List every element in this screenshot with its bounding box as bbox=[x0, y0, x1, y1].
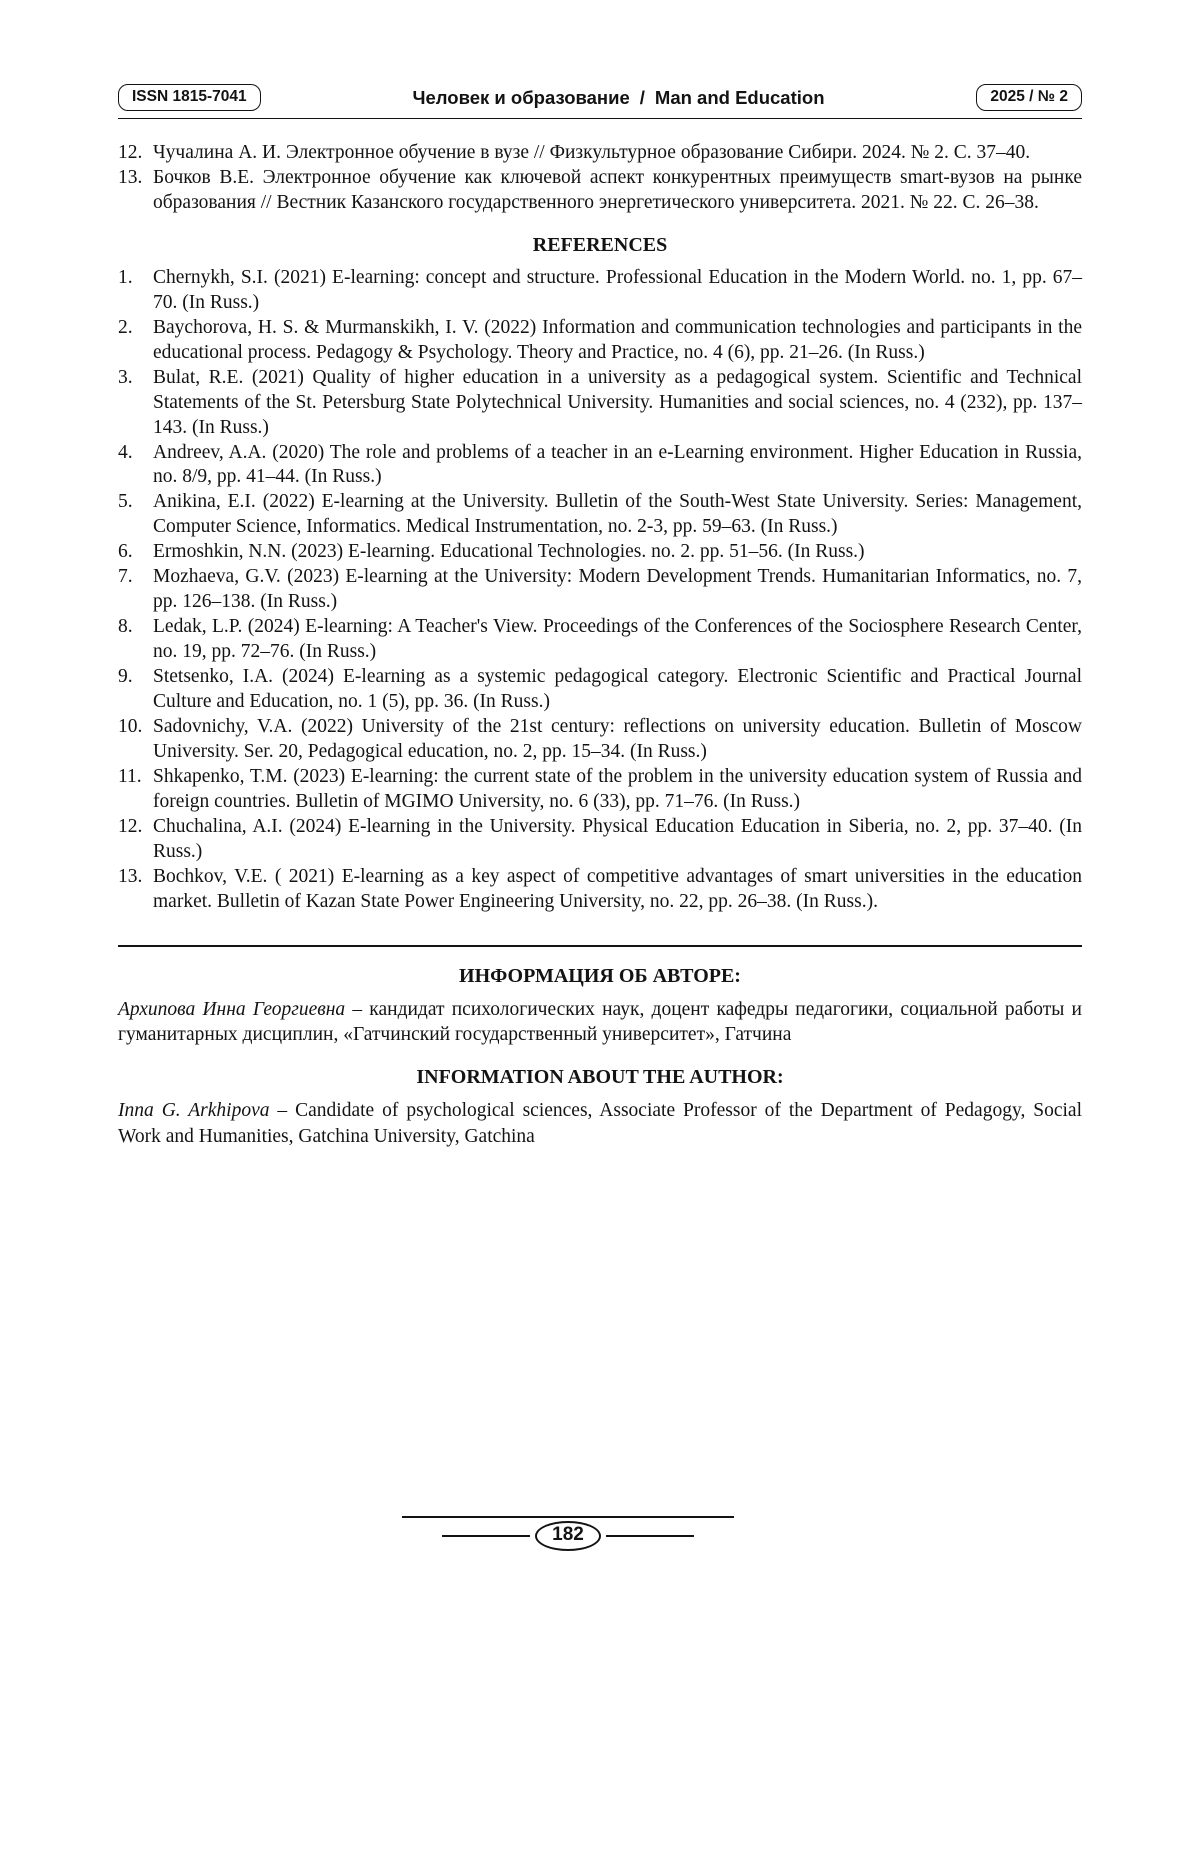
footer-top-rule bbox=[402, 1516, 734, 1518]
page-number-badge bbox=[535, 1521, 601, 1551]
reference-item bbox=[118, 565, 1082, 615]
author-name-en: Inna G. Arkhipova bbox=[118, 1100, 270, 1122]
page-number-ornament bbox=[402, 1516, 734, 1551]
journal-title-en: Man and Education bbox=[654, 86, 825, 108]
page-number: 182 bbox=[552, 1524, 584, 1545]
reference-item bbox=[118, 540, 1082, 565]
reference-item bbox=[118, 166, 1082, 216]
reference-number: 12. bbox=[118, 142, 143, 163]
reference-item bbox=[118, 665, 1082, 715]
reference-text: Ledak, L.P. (2024) E-learning: A Teacher's View. Proceedings of the Conferences of the Sociosphere Research Center, no. 19, pp. 72–76. (In Russ.) bbox=[153, 616, 1082, 663]
reference-item bbox=[118, 441, 1082, 491]
reference-number: 1. bbox=[118, 266, 133, 288]
journal-title bbox=[413, 87, 825, 109]
reference-text: Baychorova, H. S. & Murmanskikh, I. V. (2022) Information and communication technologies and participants in the educational process. Pedagogy & Psychology. Theory and Practice, no. 4 (6), pp. 21–26. (In Russ.) bbox=[153, 316, 1082, 363]
reference-number: 5. bbox=[118, 491, 133, 513]
reference-text: Sadovnichy, V.A. (2022) University of the 21st century: reflections on university education. Bulletin of Moscow University. Ser. 20, Pedagogical education, no. 2, pp. 15–34. (In Russ.) bbox=[153, 716, 1082, 762]
reference-text: Ermoshkin, N.N. (2023) E-learning. Educational Technologies. no. 2. pp. 51–56. (In Russ.) bbox=[153, 541, 865, 563]
section-divider bbox=[118, 945, 1082, 947]
footer-row bbox=[442, 1521, 694, 1551]
reference-number: 7. bbox=[118, 566, 133, 588]
reference-text: Бочков В.Е. Электронное обучение как ключевой аспект конкурентных преимуществ smart-вузов на рынке образования // Вестник Казанского государственного энергетического университета. 2021. № 22. С. 26–38. bbox=[153, 166, 1082, 213]
russian-references-list bbox=[118, 141, 1082, 216]
issue-badge: 2025 / № 2 bbox=[976, 84, 1082, 111]
reference-number: 4. bbox=[118, 441, 133, 463]
reference-number: 9. bbox=[118, 666, 133, 688]
reference-text: Chernykh, S.I. (2021) E-learning: concept and structure. Professional Education in the Modern World. no. 1, pp. 67–70. (In Russ.) bbox=[153, 266, 1082, 313]
journal-title-separator: / bbox=[639, 86, 645, 108]
author-info-ru-text: – кандидат психологических наук, доцент кафедры педагогики, социальной работы и гуманитарных дисциплин, «Гатчинский государственный университет», Гатчина bbox=[118, 998, 1082, 1046]
reference-item bbox=[118, 490, 1082, 540]
journal-page bbox=[0, 84, 1200, 1867]
reference-number: 11. bbox=[118, 765, 142, 787]
page-content bbox=[0, 84, 1200, 1150]
reference-text: Anikina, E.I. (2022) E-learning at the University. Bulletin of the South-West State University. Series: Management, Computer Science, Informatics. Medical Instrumentation, no. 2-3, pp. 59–63. (In Russ.) bbox=[153, 491, 1082, 538]
reference-item bbox=[118, 865, 1082, 915]
reference-text: Stetsenko, I.A. (2024) E-learning as a systemic pedagogical category. Electronic Scientific and Practical Journal Culture and Education, no. 1 (5), pp. 36. (In Russ.) bbox=[153, 666, 1082, 713]
author-info-en-heading: INFORMATION ABOUT THE AUTHOR: bbox=[416, 1066, 784, 1089]
reference-item bbox=[118, 366, 1082, 441]
reference-number: 3. bbox=[118, 366, 133, 388]
reference-text: Shkapenko, T.M. (2023) E-learning: the current state of the problem in the university education system of Russia and foreign countries. Bulletin of MGIMO University, no. 6 (33), pp. 71–76. (In Russ.) bbox=[153, 765, 1082, 812]
author-name-ru: Архипова Инна Георгиевна bbox=[118, 998, 346, 1020]
page-footer bbox=[0, 1516, 1200, 1551]
author-info-ru-heading: ИНФОРМАЦИЯ ОБ АВТОРЕ: bbox=[459, 964, 741, 987]
reference-text: Andreev, A.A. (2020) The role and problems of a teacher in an e-Learning environment. Higher Education in Russia, no. 8/9, pp. 41–44. (In Russ.) bbox=[153, 441, 1082, 488]
reference-number: 13. bbox=[118, 166, 143, 188]
reference-item bbox=[118, 141, 1082, 166]
reference-item bbox=[118, 715, 1082, 765]
reference-text: Mozhaeva, G.V. (2023) E-learning at the University: Modern Development Trends. Humanitarian Informatics, no. 7, pp. 126–138. (In Russ.) bbox=[153, 566, 1082, 613]
references-list bbox=[118, 266, 1082, 915]
reference-number: 13. bbox=[118, 865, 143, 887]
journal-title-ru: Человек и образование bbox=[412, 86, 630, 108]
reference-text: Bulat, R.E. (2021) Quality of higher education in a university as a pedagogical system. Scientific and Technical Statements of the St. Petersburg State Polytechnical University. Humanities and social sciences, no. 4 (232), pp. 137–143. (In Russ.) bbox=[153, 366, 1082, 438]
reference-item bbox=[118, 266, 1082, 316]
reference-item bbox=[118, 615, 1082, 665]
author-info-en-paragraph bbox=[118, 1098, 1082, 1149]
reference-text: Чучалина А. И. Электронное обучение в вузе // Физкультурное образование Сибири. 2024. № 2. С. 37–40. bbox=[153, 142, 1031, 163]
reference-item bbox=[118, 815, 1082, 865]
author-info-en-text: – Candidate of psychological sciences, Associate Professor of the Department of Pedagogy, Social Work and Humanities, Gatchina University, Gatchina bbox=[118, 1100, 1083, 1147]
reference-number: 12. bbox=[118, 815, 143, 837]
reference-number: 2. bbox=[118, 316, 133, 338]
reference-number: 10. bbox=[118, 716, 143, 738]
references-heading: REFERENCES bbox=[532, 233, 668, 256]
header-rule bbox=[118, 118, 1082, 119]
issn-badge: ISSN 1815-7041 bbox=[118, 84, 261, 111]
reference-item bbox=[118, 765, 1082, 815]
reference-number: 8. bbox=[118, 616, 133, 638]
page-header bbox=[118, 84, 1082, 111]
reference-text: Bochkov, V.E. ( 2021) E-learning as a key aspect of competitive advantages of smart universities in the education market. Bulletin of Kazan State Power Engineering University, no. 22, pp. 26–38. (In Russ.). bbox=[153, 865, 1082, 912]
reference-text: Chuchalina, A.I. (2024) E-learning in the University. Physical Education Education in Siberia, no. 2, pp. 37–40. (In Russ.) bbox=[153, 815, 1082, 862]
footer-right-rule bbox=[606, 1535, 694, 1537]
reference-number: 6. bbox=[118, 541, 133, 563]
author-info-ru-paragraph bbox=[118, 997, 1082, 1048]
footer-left-rule bbox=[442, 1535, 530, 1537]
reference-item bbox=[118, 316, 1082, 366]
